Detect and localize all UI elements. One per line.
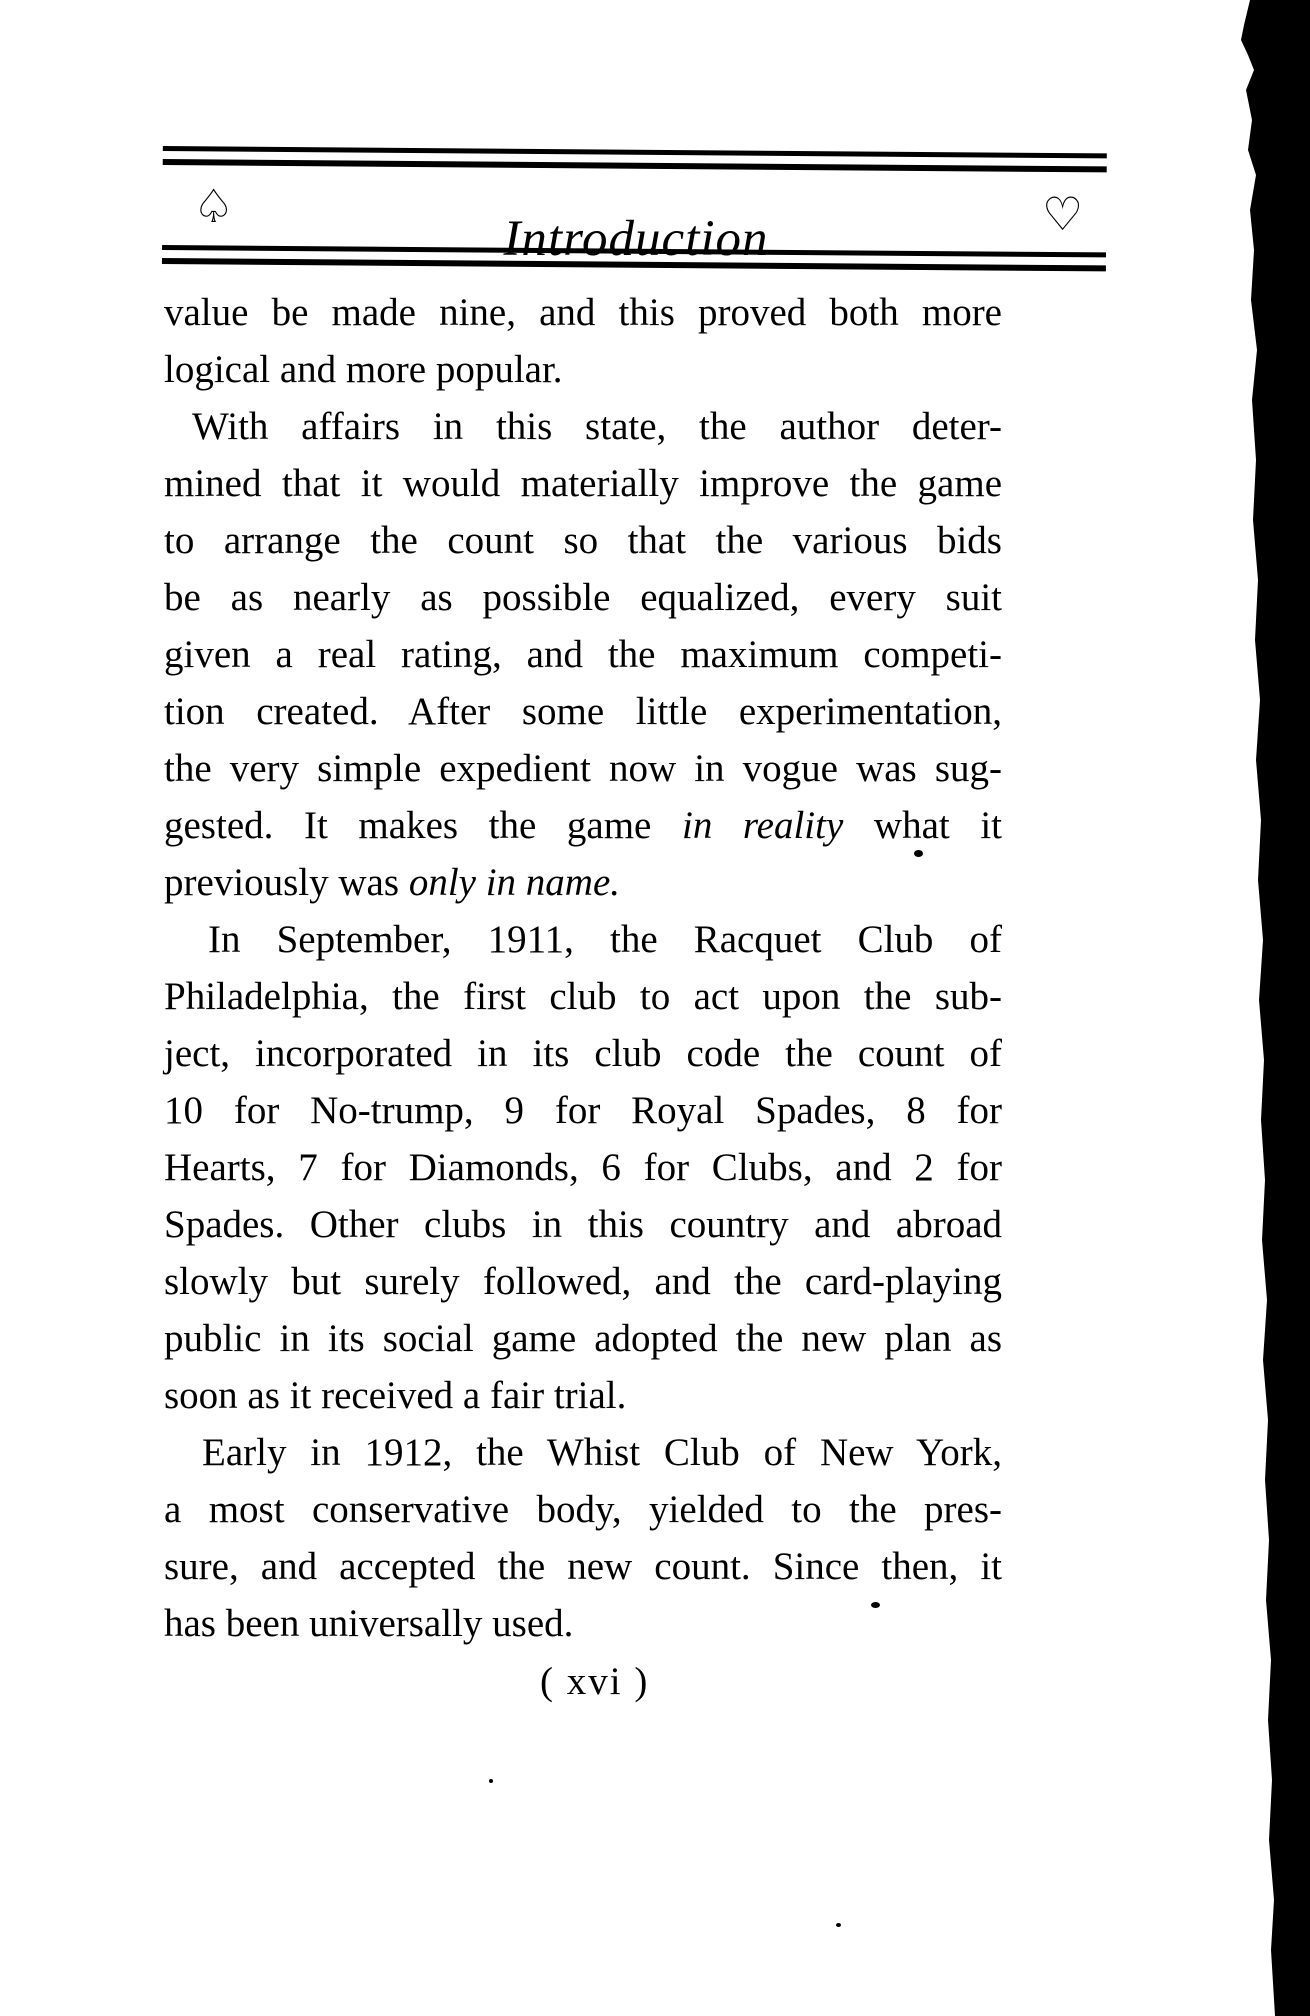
- plain-text: what it: [843, 804, 1002, 847]
- header-rule-top-2: [163, 159, 1107, 172]
- plain-text: has been universally used.: [164, 1602, 574, 1645]
- text-line: [164, 626, 1002, 683]
- plain-text: public in its social game adopted the new plan as: [164, 1317, 1002, 1360]
- scan-speck: [914, 850, 923, 857]
- text-line: [164, 911, 1002, 968]
- plain-text: the very simple expedient now in vogue was sug-: [164, 747, 1002, 790]
- text-line: [164, 455, 1002, 512]
- text-line: [164, 1196, 1002, 1253]
- plain-text: Hearts, 7 for Diamonds, 6 for Clubs, and 2 for: [164, 1146, 1002, 1189]
- running-head-title: Introduction: [503, 211, 769, 267]
- text-line: [164, 854, 1002, 911]
- plain-text: Philadelphia, the first club to act upon the sub-: [164, 975, 1002, 1018]
- plain-text: value be made nine, and this proved both more: [164, 291, 1002, 334]
- text-line: [164, 968, 1002, 1025]
- scan-speck: [836, 1923, 841, 1927]
- text-line: [164, 284, 1002, 341]
- text-line: [164, 797, 1002, 854]
- scan-speck: [489, 1779, 493, 1783]
- text-line: [164, 1310, 1002, 1367]
- plain-text: previously was: [164, 861, 409, 904]
- body-text: [164, 284, 1002, 1652]
- text-line: [164, 512, 1002, 569]
- spade-suit-icon: ♤: [193, 179, 235, 233]
- plain-text: a most conservative body, yielded to the pres-: [164, 1488, 1002, 1531]
- plain-text: soon as it received a fair trial.: [164, 1374, 627, 1417]
- text-line: [164, 740, 1002, 797]
- header-rule-top-1: [163, 146, 1107, 158]
- plain-text: Early in 1912, the Whist Club of New York,: [202, 1431, 1002, 1474]
- plain-text: be as nearly as possible equalized, every suit: [164, 576, 1002, 619]
- heart-suit-icon: ♡: [1042, 187, 1084, 241]
- plain-text: gested. It makes the game: [164, 804, 682, 847]
- italic-text: only in name.: [408, 861, 621, 904]
- text-line: [164, 341, 1002, 398]
- text-line: [164, 1367, 1002, 1424]
- text-line: [164, 1481, 1002, 1538]
- book-edge-shadow: [1238, 0, 1310, 2016]
- page-number: ( xvi ): [540, 1660, 650, 1703]
- plain-text: mined that it would materially improve the game: [164, 462, 1002, 505]
- plain-text: slowly but surely followed, and the card-playing: [164, 1260, 1002, 1303]
- text-line: [164, 1424, 1002, 1481]
- plain-text: Spades. Other clubs in this country and abroad: [164, 1203, 1002, 1246]
- text-line: [164, 569, 1002, 626]
- text-line: [164, 683, 1002, 740]
- plain-text: to arrange the count so that the various bids: [164, 519, 1002, 562]
- scan-speck: [871, 1602, 880, 1608]
- plain-text: tion created. After some little experimentation,: [164, 690, 1002, 733]
- plain-text: ject, incorporated in its club code the count of: [164, 1032, 1002, 1075]
- italic-text: in reality: [681, 804, 844, 847]
- text-line: [164, 1139, 1002, 1196]
- plain-text: 10 for No-trump, 9 for Royal Spades, 8 for: [164, 1089, 1002, 1132]
- text-line: [164, 398, 1002, 455]
- text-line: [164, 1025, 1002, 1082]
- plain-text: In September, 1911, the Racquet Club of: [208, 918, 1002, 961]
- plain-text: logical and more popular.: [164, 348, 563, 391]
- text-line: [164, 1253, 1002, 1310]
- plain-text: sure, and accepted the new count. Since then, it: [164, 1545, 1002, 1588]
- text-line: [164, 1538, 1002, 1595]
- plain-text: With affairs in this state, the author deter-: [192, 405, 1002, 448]
- text-line: [164, 1082, 1002, 1139]
- plain-text: given a real rating, and the maximum competi-: [164, 633, 1002, 676]
